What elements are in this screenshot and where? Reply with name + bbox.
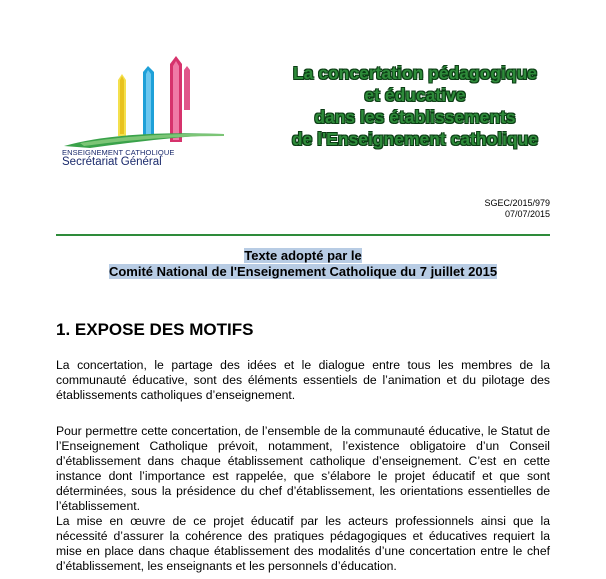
title-line: et éducative bbox=[364, 85, 466, 105]
logo-graphic bbox=[60, 50, 230, 150]
title-line: La concertation pédagogique bbox=[292, 63, 538, 83]
reference-date: 07/07/2015 bbox=[504, 209, 550, 219]
header-divider bbox=[56, 234, 550, 236]
adoption-line-1: Texte adopté par le bbox=[244, 248, 362, 263]
logo-organization-name: ENSEIGNEMENT CATHOLIQUE bbox=[62, 148, 175, 157]
reference-code: SGEC/2015/979 bbox=[484, 198, 550, 208]
adoption-notice bbox=[56, 248, 550, 280]
document-reference bbox=[484, 198, 550, 220]
paragraph: La concertation, le partage des idées et le dialogue entre tous les membres de la communauté éducative, sont des éléments essentiels de l’animation et du pilotage des établissements catholiques d’enseignement. bbox=[56, 358, 550, 402]
logo-subtitle: Secrétariat Général bbox=[62, 156, 162, 168]
section-heading: 1. EXPOSE DES MOTIFS bbox=[56, 320, 254, 339]
title-line: de l'Enseignement catholique bbox=[291, 129, 539, 149]
document-title bbox=[250, 62, 580, 150]
paragraph: Pour permettre cette concertation, de l’ensemble de la communauté éducative, le Statut de l’Enseignement Catholique prévoit, notamment, l’existence obligatoire d’un Conseil d’établissement dans chaque établissement catholique d’enseignement. C’est en cette instance dont l’importance est rappelée, que s’élabore le projet éducatif et que sont déterminées, sous la présidence du chef d’établissement, les orientations essentielles de l’établissement. bbox=[56, 424, 550, 513]
adoption-line-2: Comité National de l'Enseignement Catholique du 7 juillet 2015 bbox=[108, 264, 498, 279]
enseignement-catholique-logo bbox=[60, 50, 230, 175]
title-line: dans les établissements bbox=[314, 107, 516, 127]
paragraph: La mise en œuvre de ce projet éducatif par les acteurs professionnels ainsi que la nécessité d’assurer la cohérence des pratiques pédagogiques et éducatives requiert la mise en place dans chaque établissement des modalités d’une concertation entre le chef d’établissement, les enseignants et les personnels d’éducation. bbox=[56, 514, 550, 573]
